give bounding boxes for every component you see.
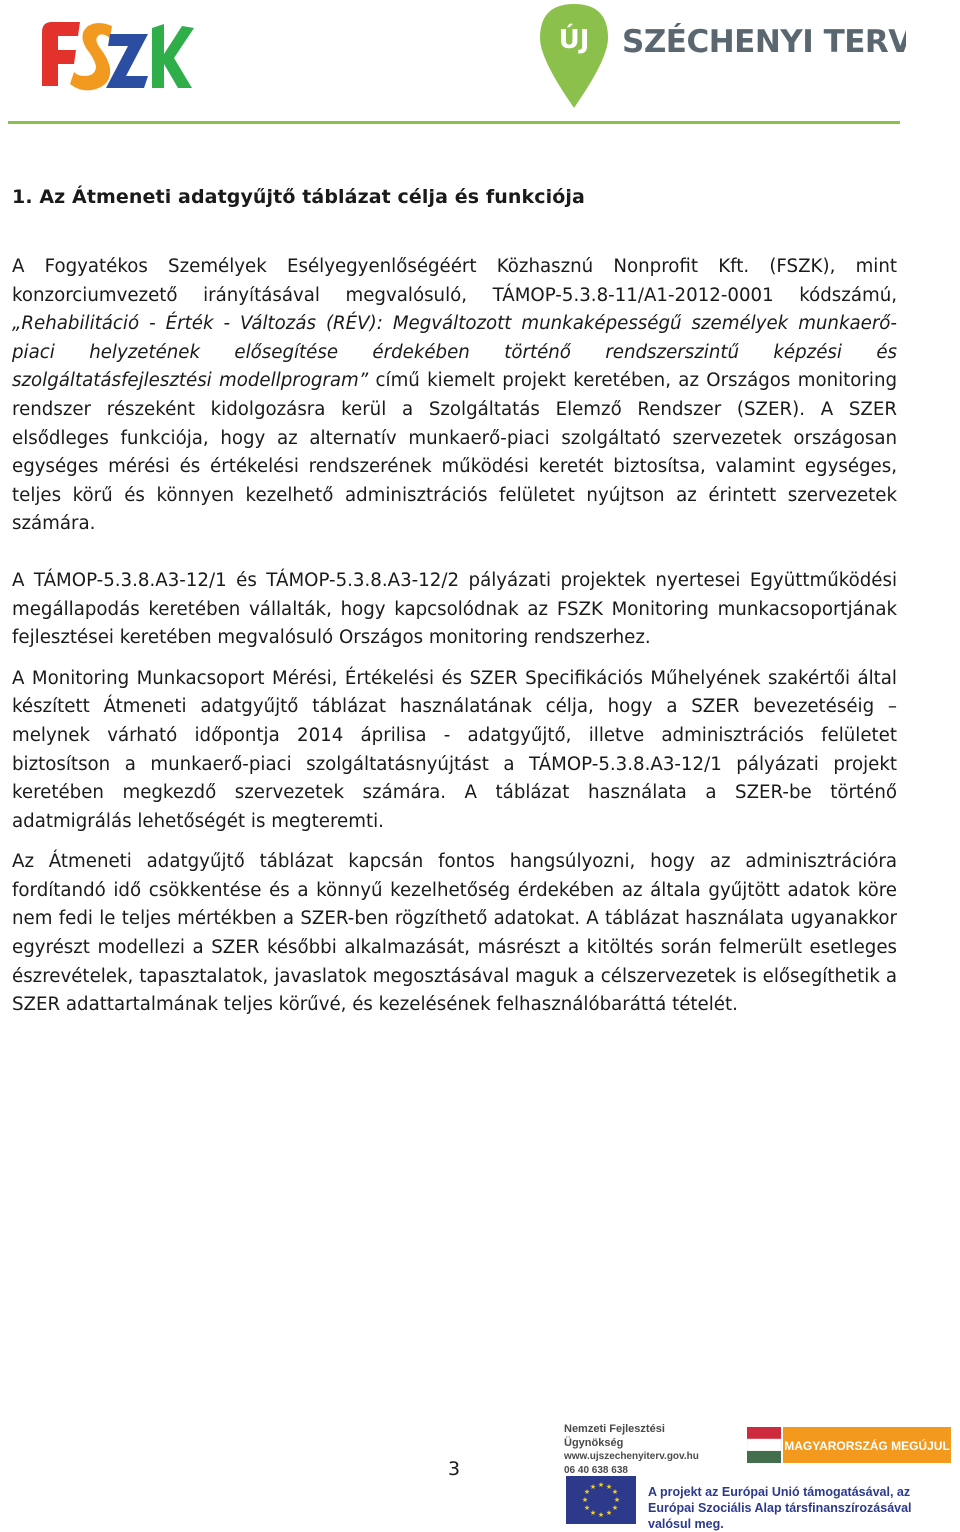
badge-text: MAGYARORSZÁG MEGÚJUL [784,1439,950,1453]
paragraph-3: A Monitoring Munkacsoport Mérési, Értékelési és SZER Specifikációs Műhelyének szakértői által készített Átmeneti adatgyűjtő táblázat használatának célja, hogy a SZER bevezetéséig – melynek várható időpontja 2014 áprilisa - adatgyűjtő, illetve adminisztrációs felületet biztosítson a munkaerő-piaci szolgáltatásnyújtást a TÁMOP-5.3.8.A3-12/1 pályázati projekt keretében megkezdő szervezetek számára. A táblázat használata a SZER-be történő adatmigrálás lehetőségét is megteremti. [12,667,897,832]
page-header [0,0,960,130]
project-title-italic: „Rehabilitáció - Érték - Változás (RÉV): Megváltozott munkaképességű személyek munkaerő-piaci helyzetének elősegítése érdekében történő rendszerszintű képzési és szolgáltatásfejlesztési modellprogram” [12,313,897,392]
agency-name: Nemzeti Fejlesztési Ügynökség [564,1423,665,1449]
magyarorszag-megujul-badge [747,1427,951,1463]
paragraph-2: A TÁMOP-5.3.8.A3-12/1 és TÁMOP-5.3.8.A3-12/2 pályázati projektek nyertesei Együttműködési megállapodás keretében vállalták, hogy kapcsolódnak az FSZK Monitoring munkacsoportjának fejlesztései keretében megvalósuló Országos monitoring rendszerhez. [12,569,897,649]
svg-text:★: ★ [583,1488,591,1496]
eu-flag-icon [566,1476,636,1524]
fszk-logo [36,14,196,94]
svg-text:★: ★ [589,1483,597,1491]
svg-text:★: ★ [611,1488,619,1496]
svg-text:★: ★ [605,1509,613,1517]
paragraph-1 [12,253,897,539]
svg-text:★: ★ [605,1483,613,1491]
agency-phone: 06 40 638 638 [564,1465,628,1476]
eu-support-statement: A projekt az Európai Unió támogatásával, az Európai Szociális Alap társfinanszírozásával valósul meg. [648,1485,912,1531]
svg-text:★: ★ [581,1496,589,1504]
section-heading: 1. Az Átmeneti adatgyűjtő táblázat célja és funkciója [12,186,585,208]
svg-text:★: ★ [611,1504,619,1512]
paragraph-1-start: A Fogyatékos Személyek Esélyegyenlőségéért Közhasznú Nonprofit Kft. (FSZK), mint konzorciumvezető irányításával megvalósuló, TÁMOP-5.3.8-11/A1-2012-0001 kódszámú, [12,256,897,306]
svg-text:★: ★ [597,1511,605,1519]
svg-text:★: ★ [589,1509,597,1517]
svg-text:★: ★ [613,1496,621,1504]
svg-text:★: ★ [583,1504,591,1512]
szechenyi-terv-logo [536,0,906,110]
paragraph-4: Az Átmeneti adatgyűjtő táblázat kapcsán fontos hangsúlyozni, hogy az adminisztrációra fordítandó idő csökkentése és a könnyű kezelhetőség érdekében az általa gyűjtött adatok köre nem fedi le teljes mértékben a SZER-ben rögzíthető adatokat. A táblázat használata ugyanakkor egyrészt modellezi a SZER későbbi alkalmazását, másrészt a kitöltés során felmerült esetleges észrevételek, tapasztalatok, javaslatok megosztásával maguk a célszervezetek is elősegíthetik a SZER adattartalmának teljes körűvé, és kezelésének felhasználóbaráttá tételét. [12,851,897,1016]
header-divider [8,121,900,124]
szechenyi-pin-icon [536,0,906,110]
document-body [12,180,897,1020]
szechenyi-logo-text: SZÉCHENYI TERV [622,24,906,60]
paragraph-1-end: című kiemelt projekt keretében, az Országos monitoring rendszer részeként kidolgozásra kerül a Szolgáltatás Elemző Rendszer (SZER). A SZER elsődleges funkciója, hogy az alternatív munkaerő-piaci szolgáltató szervezetek országosan egységes mérési és értékelési rendszerének működési keretét biztosítsa, valamint egységes, teljes körű és könnyen kezelhető adminisztrációs felületet nyújtson az érintett szervezetek számára. [12,370,898,535]
szechenyi-logo-small-text: ÚJ [558,25,590,55]
agency-info [564,1422,724,1476]
agency-url: www.ujszechenyiterv.gov.hu [564,1451,699,1462]
svg-text:★: ★ [597,1481,605,1489]
page-number: 3 [447,1458,461,1480]
